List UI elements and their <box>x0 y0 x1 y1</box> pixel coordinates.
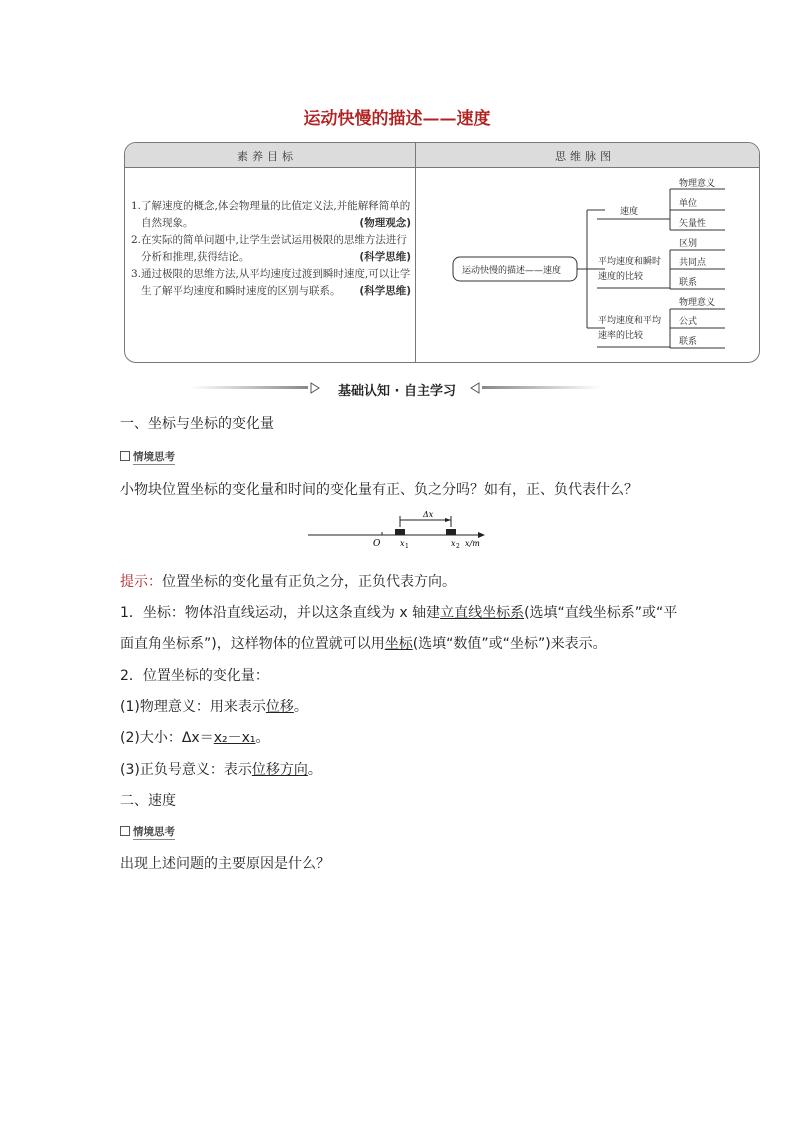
text-span: (2)大小：Δx＝ <box>120 730 214 746</box>
mindmap-leaf: 矢量性 <box>679 219 707 229</box>
mindmap-leaf: 公式 <box>679 317 698 327</box>
goal-tag: (科学思维) <box>359 251 411 263</box>
thinking-label-text: 情境思考 <box>133 451 175 463</box>
hint-label: 提示： <box>120 574 162 590</box>
x2-sub: 2 <box>456 543 460 550</box>
x1-sub: 1 <box>405 543 409 550</box>
mindmap-branch-speed: 速度 <box>620 207 639 217</box>
answer-span: 立直线坐标系 <box>440 605 525 621</box>
thinking-label-1 <box>120 449 175 464</box>
goal-tag: (科学思维) <box>359 285 411 297</box>
goal-text: 2.在实际的简单问题中,让学生尝试运用极限的思维方法进行分析和推理,获得结论。 <box>131 234 407 263</box>
answer-span: 坐标 <box>384 636 413 652</box>
coordinate-figure <box>305 508 490 550</box>
x1-label: x <box>400 539 405 548</box>
item-1-line-1 <box>120 602 677 622</box>
text-span: 。 <box>307 762 322 778</box>
mindmap-leaf: 物理意义 <box>679 298 716 308</box>
mindmap-leaf: 共同点 <box>679 258 707 268</box>
answer-span: 位移方向 <box>251 762 308 778</box>
goal-item <box>131 198 411 232</box>
section-1-title: 一、坐标与坐标的变化量 <box>120 416 274 432</box>
hint-line <box>120 571 456 591</box>
text-span: (3)正负号意义：表示 <box>120 762 252 778</box>
mindmap-root: 运动快慢的描述——速度 <box>462 266 562 276</box>
mindmap-leaf: 物理意义 <box>679 179 716 189</box>
item-2-1 <box>120 696 308 716</box>
item-1-line-2 <box>120 633 607 653</box>
text-span: (选填“直线坐标系”或“平 <box>524 605 678 621</box>
delta-x-label: Δx <box>423 510 434 519</box>
section-banner: 基础认知 · 自主学习 <box>338 384 456 399</box>
section-2-title: 二、速度 <box>120 793 176 809</box>
goal-text: 1.了解速度的概念,体会物理量的比值定义法,并能解释简单的自然现象。 <box>131 200 411 229</box>
x2-label: x <box>451 539 456 548</box>
mindmap-leaf: 区别 <box>679 239 698 249</box>
mindmap-branch-avg-rate-1: 平均速度和平均 <box>598 316 662 326</box>
question-1: 小物块位置坐标的变化量和时间的变化量有正、负之分吗？如有，正、负代表什么？ <box>120 482 638 498</box>
text-span: (1)物理意义：用来表示 <box>120 699 266 715</box>
mindmap-leaf: 单位 <box>679 199 698 209</box>
goal-item <box>131 266 411 300</box>
mindmap-branch-avg-rate-2: 速率的比较 <box>598 331 644 341</box>
goals-list <box>131 198 411 300</box>
goals-header: 素养目标 <box>237 150 297 163</box>
goal-tag: (物理观念) <box>359 217 411 229</box>
origin-label: O <box>373 539 381 549</box>
goal-item <box>131 232 411 266</box>
square-icon <box>120 451 130 461</box>
item-2: 2．位置坐标的变化量： <box>120 668 269 684</box>
overview-table <box>124 142 760 363</box>
hint-text: 位置坐标的变化量有正负之分，正负代表方向。 <box>162 574 456 590</box>
mindmap-branch-avg-inst-2: 速度的比较 <box>598 272 644 282</box>
mindmap-leaf: 联系 <box>679 278 698 288</box>
text-span: 。 <box>255 730 270 746</box>
item-2-3 <box>120 759 322 779</box>
text-span: 1．坐标：物体沿直线运动，并以这条直线为 x 轴建 <box>120 605 441 621</box>
square-icon <box>120 826 130 836</box>
axis-label: x/m <box>465 539 480 548</box>
mindmap-header: 思维脉图 <box>555 150 615 163</box>
text-span: 。 <box>293 699 308 715</box>
table-header <box>125 143 759 168</box>
thinking-label-text: 情境思考 <box>133 826 175 838</box>
answer-span: 位移 <box>265 699 294 715</box>
thinking-label-2 <box>120 824 175 839</box>
text-span: 面直角坐标系”)，这样物体的位置就可以用 <box>120 636 385 652</box>
answer-span: x₂－x₁ <box>213 730 256 746</box>
mind-map <box>415 168 759 362</box>
question-2: 出现上述问题的主要原因是什么？ <box>120 856 330 872</box>
mindmap-branch-avg-inst-1: 平均速度和瞬时 <box>598 257 662 267</box>
goal-text: 3.通过极限的思维方法,从平均速度过渡到瞬时速度,可以让学生了解平均速度和瞬时速度的区别与联系。 <box>131 268 411 297</box>
mindmap-leaf: 联系 <box>679 337 698 347</box>
item-2-2 <box>120 727 270 747</box>
text-span: (选填“数值”或“坐标”)来表示。 <box>412 636 607 652</box>
page-title: 运动快慢的描述——速度 <box>303 109 491 129</box>
